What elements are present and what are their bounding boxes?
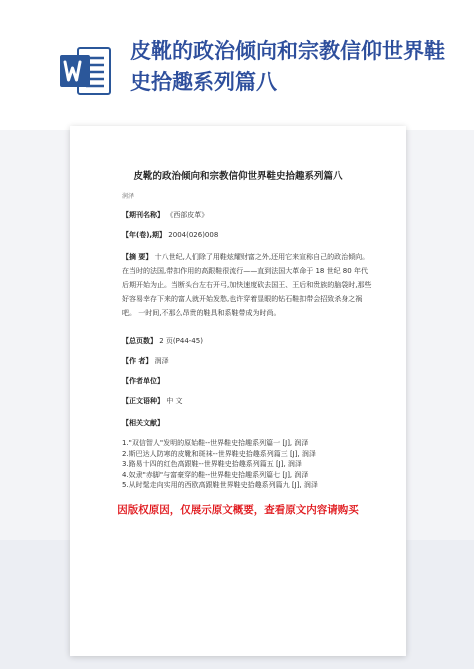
document-title: 皮靴的政治倾向和宗教信仰世界鞋史拾趣系列篇八 <box>133 171 343 182</box>
org-row <box>122 376 164 386</box>
lang-value: 中 文 <box>166 397 183 405</box>
volume-label: 【年(卷),期】 <box>122 231 167 239</box>
author-row <box>122 356 169 366</box>
document-page <box>70 126 406 656</box>
word-document-icon <box>58 44 112 98</box>
list-item[interactable]: 5.从时髦走向实用的西欧高跟鞋世界鞋史拾趣系列篇九 [J], 润泽 <box>122 481 318 489</box>
refs-label: 【相关文献】 <box>122 419 164 427</box>
list-item[interactable]: 4.奴隶"赤脚"与富豪穿的鞋--世界鞋史拾趣系列篇七 [J], 润泽 <box>122 470 309 479</box>
journal-row <box>122 210 208 220</box>
pages-row <box>122 336 203 346</box>
volume-value: 2004(026)008 <box>168 231 219 239</box>
copyright-notice: 因版权原因，仅展示原文概要，查看原文内容请购买 <box>117 504 359 516</box>
list-item[interactable]: 3.路易十四的红色高跟鞋--世界鞋史拾趣系列篇五 [J], 润泽 <box>122 460 302 468</box>
author-label: 【作 者】 <box>122 357 153 365</box>
author-line: 润泽 <box>122 193 135 200</box>
volume-row <box>122 230 218 240</box>
journal-label: 【期刊名称】 <box>122 211 164 219</box>
list-item[interactable]: 1."双信智人"发明的原始鞋--世界鞋史拾趣系列篇一 [J], 润泽 <box>122 439 309 447</box>
lang-row <box>122 396 182 406</box>
lang-label: 【正文语种】 <box>122 397 164 405</box>
abstract <box>122 250 372 320</box>
org-label: 【作者单位】 <box>122 377 164 385</box>
reference-list <box>122 438 372 491</box>
abstract-text: 十八世纪,人们除了用鞋炫耀财富之外,还用它来宣称自己的政治倾向。在当时的法国,带扣作用的高跟鞋很流行——直到法国大革命于 18 世纪 80 年代后期开始为止。当断头台左右开弓,加快速度砍去国王、王后和贵族的脑袋时,那些好容易幸存下来的富人就开始发愁,也许穿着显眼的钻石鞋扣带会招致杀身之祸吧。 一时间,不那么昂贵的鞋具和系鞋带成为时尚。 <box>122 253 372 317</box>
journal-value: 《西部皮革》 <box>166 211 209 219</box>
list-item[interactable]: 2.斯巴达人防寒的皮靴和斑袜--世界鞋史拾趣系列篇三 [J], 润泽 <box>122 449 316 458</box>
abstract-label: 【摘 要】 <box>122 253 153 261</box>
page-title: 皮靴的政治倾向和宗教信仰世界鞋史拾趣系列篇八 <box>130 39 445 94</box>
pages-value: 2 页(P44-45) <box>159 337 203 345</box>
pages-label: 【总页数】 <box>122 337 157 345</box>
author-value: 润泽 <box>154 357 169 365</box>
